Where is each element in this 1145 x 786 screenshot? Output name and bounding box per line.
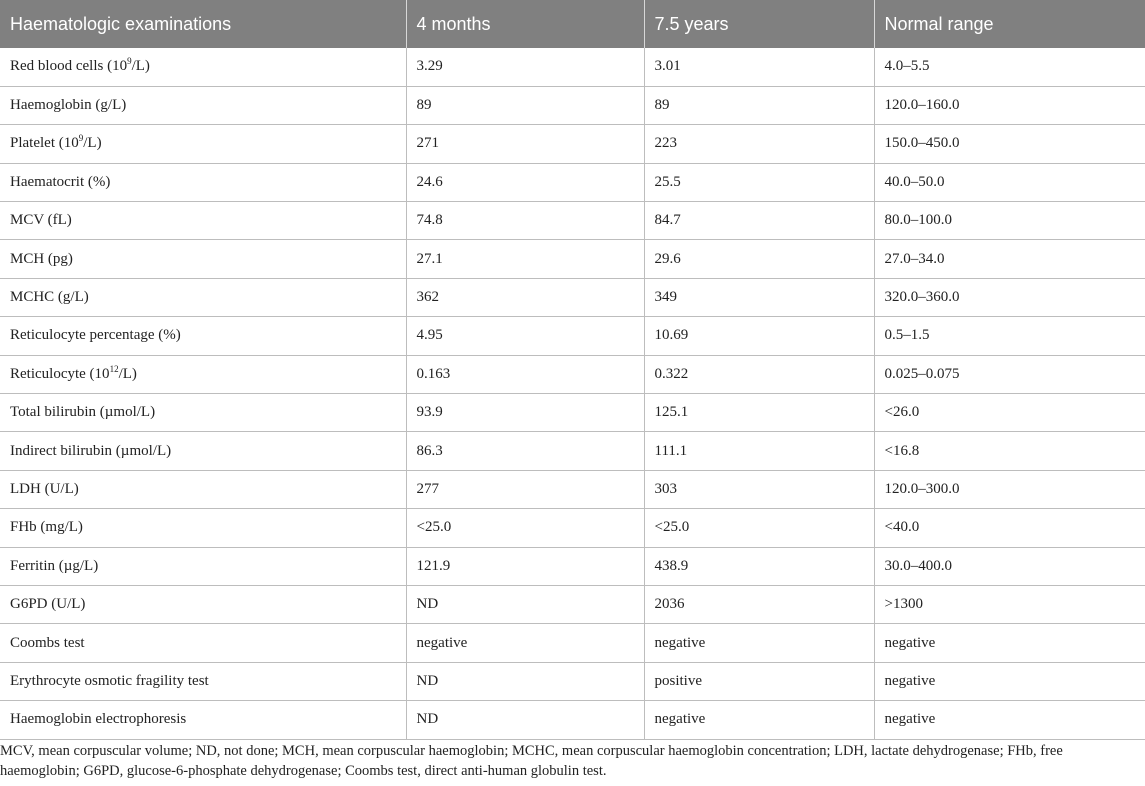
- examination-label: Haemoglobin electrophoresis: [10, 711, 187, 728]
- cell-examination: [0, 394, 406, 432]
- examination-label-exponent: 9: [78, 133, 84, 144]
- cell-4-months: 4.95: [406, 317, 644, 355]
- table-row: [0, 701, 1145, 739]
- cell-4-months: 362: [406, 278, 644, 316]
- table-row: [0, 509, 1145, 547]
- cell-7-5-years: <25.0: [644, 509, 874, 547]
- cell-7-5-years: negative: [644, 624, 874, 662]
- examination-label-unit: /L): [83, 135, 102, 152]
- cell-examination: [0, 202, 406, 240]
- examination-label: Haematocrit (%): [10, 173, 111, 190]
- cell-4-months: 0.163: [406, 355, 644, 393]
- cell-normal-range: 0.5–1.5: [874, 317, 1145, 355]
- cell-7-5-years: negative: [644, 701, 874, 739]
- cell-examination: [0, 125, 406, 163]
- examination-label: Platelet (10: [10, 135, 79, 152]
- cell-examination: [0, 240, 406, 278]
- table-row: [0, 125, 1145, 163]
- cell-4-months: ND: [406, 662, 644, 700]
- cell-4-months: 121.9: [406, 547, 644, 585]
- cell-4-months: ND: [406, 701, 644, 739]
- cell-normal-range: negative: [874, 624, 1145, 662]
- cell-4-months: negative: [406, 624, 644, 662]
- examination-label: Ferritin (µg/L): [10, 557, 99, 574]
- table-row: [0, 48, 1145, 86]
- cell-7-5-years: 84.7: [644, 202, 874, 240]
- cell-4-months: 86.3: [406, 432, 644, 470]
- cell-7-5-years: 0.322: [644, 355, 874, 393]
- examination-label: MCH (pg): [10, 250, 73, 267]
- cell-examination: [0, 585, 406, 623]
- cell-examination: [0, 317, 406, 355]
- cell-4-months: 74.8: [406, 202, 644, 240]
- cell-4-months: 89: [406, 86, 644, 124]
- cell-examination: [0, 432, 406, 470]
- table-body: [0, 48, 1145, 739]
- cell-7-5-years: 125.1: [644, 394, 874, 432]
- table-row: [0, 278, 1145, 316]
- cell-normal-range: 30.0–400.0: [874, 547, 1145, 585]
- cell-4-months: <25.0: [406, 509, 644, 547]
- table-row: [0, 317, 1145, 355]
- examination-label-exponent: 9: [127, 56, 132, 67]
- cell-normal-range: 40.0–50.0: [874, 163, 1145, 201]
- cell-examination: [0, 662, 406, 700]
- table-row: [0, 585, 1145, 623]
- cell-4-months: 277: [406, 470, 644, 508]
- table-row: [0, 432, 1145, 470]
- examination-label: Reticulocyte percentage (%): [10, 327, 181, 344]
- header-7-5-years: 7.5 years: [644, 0, 874, 48]
- cell-4-months: 3.29: [406, 48, 644, 86]
- header-examination: Haematologic examinations: [0, 0, 406, 48]
- table-row: [0, 470, 1145, 508]
- table-footnote: MCV, mean corpuscular volume; ND, not done; MCH, mean corpuscular haemoglobin; MCHC, mean corpuscular haemoglobin concentration; LDH, lactate dehydrogenase; FHb, free haemoglobin; G6PD, glucose-6-phosphate dehydrogenase; Coombs test, direct anti-human globulin test.: [0, 743, 1063, 779]
- table-row: [0, 163, 1145, 201]
- examination-label: G6PD (U/L): [10, 596, 86, 613]
- examination-label: Coombs test: [10, 634, 85, 651]
- examination-label: Indirect bilirubin (µmol/L): [10, 442, 172, 459]
- cell-7-5-years: 3.01: [644, 48, 874, 86]
- cell-7-5-years: 111.1: [644, 432, 874, 470]
- cell-normal-range: <16.8: [874, 432, 1145, 470]
- cell-7-5-years: 10.69: [644, 317, 874, 355]
- table-row: [0, 624, 1145, 662]
- examination-label-unit: /L): [118, 365, 137, 382]
- cell-normal-range: 320.0–360.0: [874, 278, 1145, 316]
- examination-label: Erythrocyte osmotic fragility test: [10, 672, 209, 689]
- table-row: [0, 662, 1145, 700]
- table-header-row: [0, 0, 1145, 48]
- table-row: [0, 547, 1145, 585]
- cell-examination: [0, 624, 406, 662]
- cell-normal-range: <26.0: [874, 394, 1145, 432]
- header-4-months: 4 months: [406, 0, 644, 48]
- cell-examination: [0, 701, 406, 739]
- examination-label: Red blood cells (10: [10, 58, 128, 75]
- cell-examination: [0, 355, 406, 393]
- examination-label-unit: /L): [131, 58, 150, 75]
- cell-normal-range: <40.0: [874, 509, 1145, 547]
- examination-label: Total bilirubin (µmol/L): [10, 404, 156, 421]
- examination-label: Haemoglobin (g/L): [10, 97, 127, 114]
- examination-label: LDH (U/L): [10, 480, 79, 497]
- table-row: [0, 240, 1145, 278]
- cell-examination: [0, 86, 406, 124]
- table-row: [0, 86, 1145, 124]
- cell-4-months: 27.1: [406, 240, 644, 278]
- header-normal-range: Normal range: [874, 0, 1145, 48]
- cell-normal-range: 0.025–0.075: [874, 355, 1145, 393]
- cell-normal-range: negative: [874, 662, 1145, 700]
- table-row: [0, 355, 1145, 393]
- cell-4-months: ND: [406, 585, 644, 623]
- examination-label: MCV (fL): [10, 212, 72, 229]
- examination-label: Reticulocyte (10: [10, 365, 110, 382]
- cell-examination: [0, 48, 406, 86]
- cell-4-months: 93.9: [406, 394, 644, 432]
- cell-normal-range: 150.0–450.0: [874, 125, 1145, 163]
- cell-7-5-years: 2036: [644, 585, 874, 623]
- cell-7-5-years: 29.6: [644, 240, 874, 278]
- cell-7-5-years: 438.9: [644, 547, 874, 585]
- cell-7-5-years: 349: [644, 278, 874, 316]
- cell-normal-range: 27.0–34.0: [874, 240, 1145, 278]
- cell-examination: [0, 470, 406, 508]
- cell-normal-range: 4.0–5.5: [874, 48, 1145, 86]
- examination-label: FHb (mg/L): [10, 519, 83, 536]
- table-row: [0, 394, 1145, 432]
- cell-normal-range: >1300: [874, 585, 1145, 623]
- cell-7-5-years: 89: [644, 86, 874, 124]
- examination-label: MCHC (g/L): [10, 289, 89, 306]
- cell-examination: [0, 278, 406, 316]
- cell-7-5-years: 25.5: [644, 163, 874, 201]
- cell-4-months: 24.6: [406, 163, 644, 201]
- cell-normal-range: negative: [874, 701, 1145, 739]
- cell-examination: [0, 163, 406, 201]
- cell-7-5-years: 303: [644, 470, 874, 508]
- table-row: [0, 202, 1145, 240]
- examination-label-exponent: 12: [109, 363, 119, 374]
- cell-7-5-years: 223: [644, 125, 874, 163]
- cell-4-months: 271: [406, 125, 644, 163]
- cell-examination: [0, 547, 406, 585]
- cell-examination: [0, 509, 406, 547]
- cell-normal-range: 120.0–300.0: [874, 470, 1145, 508]
- cell-7-5-years: positive: [644, 662, 874, 700]
- cell-normal-range: 80.0–100.0: [874, 202, 1145, 240]
- cell-normal-range: 120.0–160.0: [874, 86, 1145, 124]
